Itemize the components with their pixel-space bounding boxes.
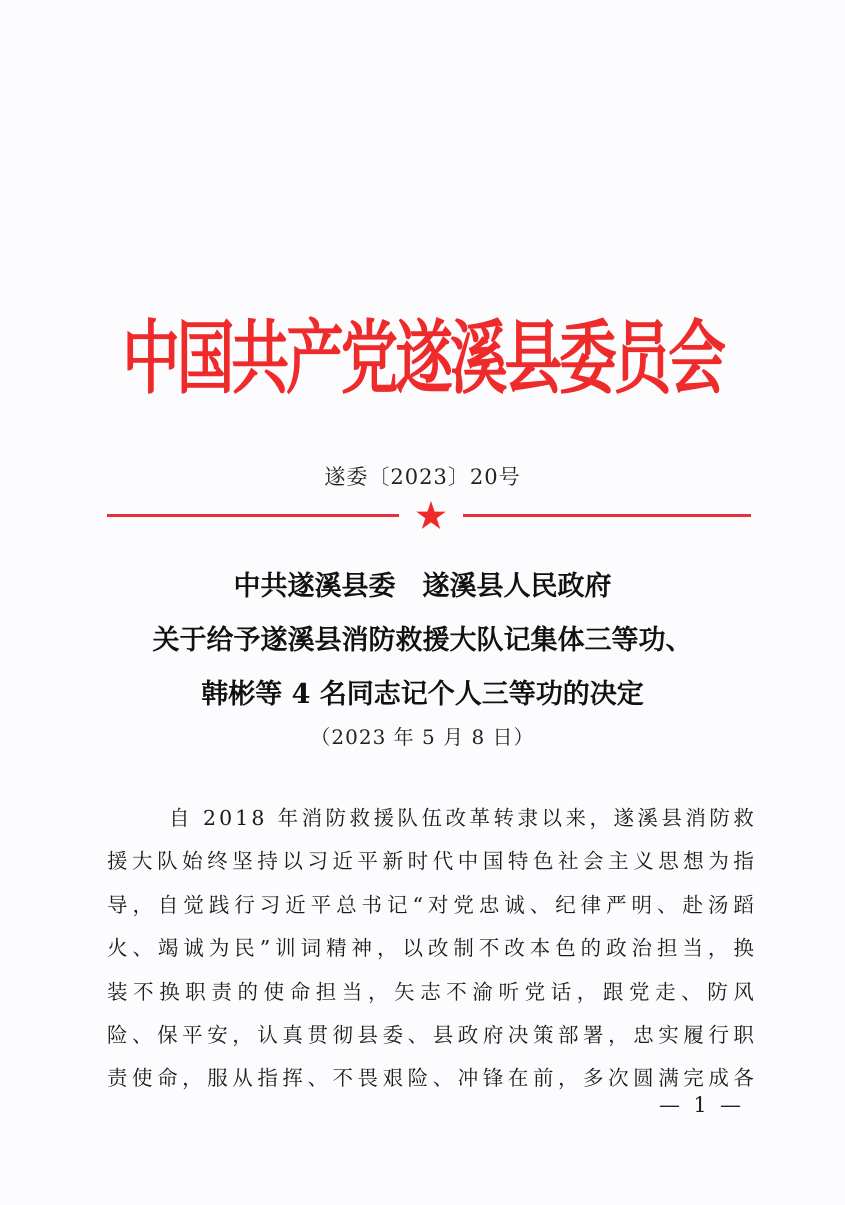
body-line: 火、竭诚为民”训词精神，以改制不改本色的政治担当，换 (107, 936, 757, 961)
body-line: 险、保平安，认真贯彻县委、县政府决策部署，忠实履行职 (107, 1023, 757, 1048)
body-line: 援大队始终坚持以习近平新时代中国特色社会主义思想为指 (107, 849, 757, 874)
body-line: 导，自觉践行习近平总书记“对党忠诚、纪律严明、赴汤蹈 (107, 892, 757, 917)
star-icon (415, 500, 447, 532)
title-line: 韩彬等 4 名同志记个人三等功的决定 (201, 679, 644, 710)
document-title (0, 560, 845, 752)
body-paragraph (107, 797, 757, 1101)
masthead-title: 中国共产党遂溪县委员会 (122, 312, 723, 406)
red-separator-line-right (463, 514, 751, 517)
body-line: 装不换职责的使命担当，矢志不渝听党话，跟党走、防风 (107, 979, 757, 1004)
title-line: 中共遂溪县委 遂溪县人民政府 (233, 571, 612, 602)
body-line: 自 2018 年消防救援队伍改革转隶以来，遂溪县消防救 (169, 806, 757, 830)
page-number: — 1 — (658, 1093, 742, 1117)
document-number: 遂委〔2023〕20号 (324, 465, 521, 489)
title-line: 关于给予遂溪县消防救援大队记集体三等功、 (152, 625, 693, 656)
red-separator-line-left (107, 514, 399, 517)
body-line: 责使命，服从指挥、不畏艰险、冲锋在前，多次圆满完成各 (107, 1066, 757, 1091)
document-date: （2023 年 5 月 8 日） (310, 725, 535, 749)
